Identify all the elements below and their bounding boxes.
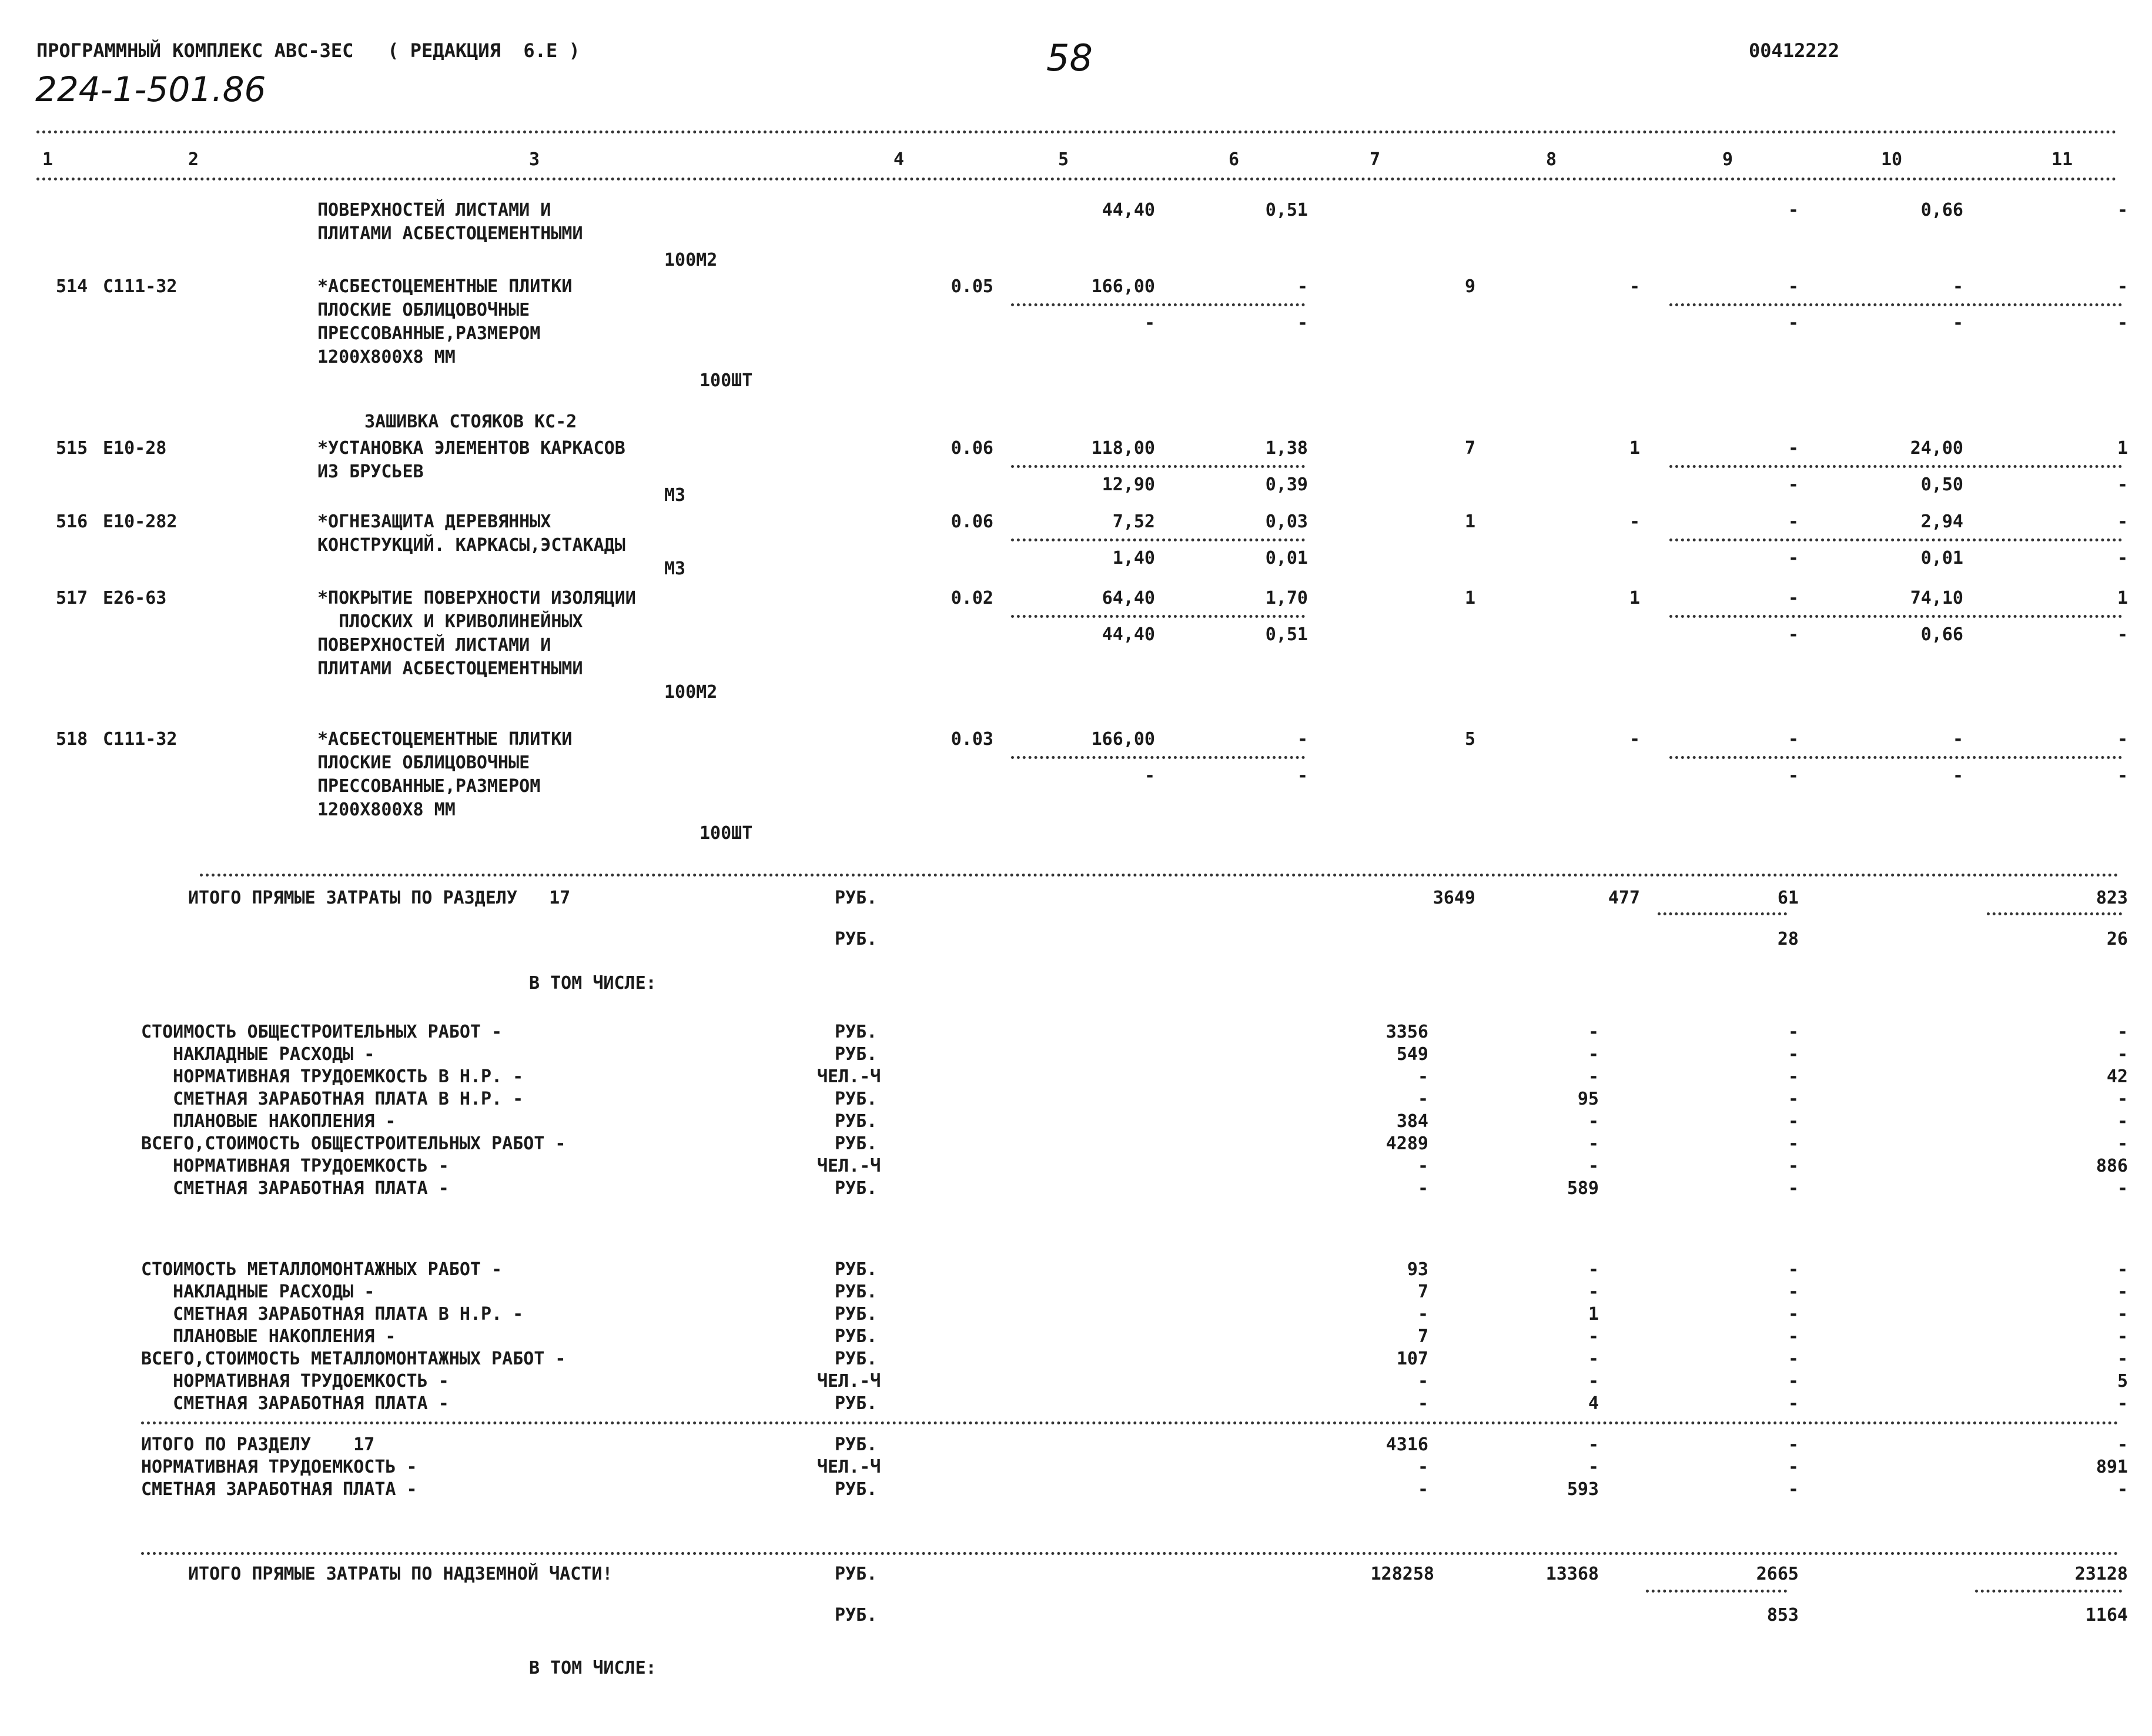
row-number: 517 <box>56 588 88 608</box>
summary-c8: - <box>1588 1259 1599 1280</box>
sub-rule <box>1011 538 1305 541</box>
row-description: ПОВЕРХНОСТЕЙ ЛИСТАМИ И <box>317 635 551 655</box>
sub-rule <box>1987 912 2122 915</box>
summary-c11: 5 <box>2117 1371 2128 1392</box>
summary-c9: - <box>1788 1304 1799 1324</box>
summary-unit: РУБ. <box>835 1304 878 1324</box>
row-number: 514 <box>56 276 88 297</box>
row-description: ИЗ БРУСЬЕВ <box>317 461 424 482</box>
summary-label: НАКЛАДНЫЕ РАСХОДЫ - <box>141 1044 375 1065</box>
cell-c5: 118,00 <box>1091 438 1155 459</box>
cell-c8: 1 <box>1629 588 1640 608</box>
summary-label: ПЛАНОВЫЕ НАКОПЛЕНИЯ - <box>141 1111 396 1132</box>
total-unit: РУБ. <box>835 1605 878 1625</box>
cell-c5: 64,40 <box>1102 588 1155 608</box>
cell-c9: - <box>1788 729 1799 750</box>
total-unit: РУБ. <box>835 888 878 908</box>
summary-label: НАКЛАДНЫЕ РАСХОДЫ - <box>141 1282 375 1302</box>
cell-c11: 1 <box>2117 438 2128 459</box>
row-quantity: 0.03 <box>951 729 993 750</box>
summary-c9: - <box>1788 1282 1799 1302</box>
summary-c8: 593 <box>1567 1479 1599 1500</box>
summary-c7: - <box>1417 1393 1428 1414</box>
row-description: ПЛОСКИЕ ОБЛИЦОВОЧНЫЕ <box>317 300 530 320</box>
cell-c9: - <box>1788 276 1799 297</box>
summary-unit: ЧЕЛ.-Ч <box>817 1371 881 1392</box>
summary-c9: - <box>1788 1349 1799 1369</box>
total-c8: 13368 <box>1545 1564 1599 1584</box>
sub-rule <box>1669 303 2122 306</box>
summary-label: СТОИМОСТЬ ОБЩЕСТРОИТЕЛЬНЫХ РАБОТ - <box>141 1022 503 1042</box>
total-c11b: 26 <box>2106 929 2128 949</box>
cell-c11b: - <box>2117 624 2128 645</box>
summary-c11: - <box>2117 1393 2128 1414</box>
column-number: 2 <box>188 149 199 170</box>
summary-unit: РУБ. <box>835 1349 878 1369</box>
summary-c7: 7 <box>1417 1326 1428 1347</box>
cell-c11: - <box>2117 276 2128 297</box>
cell-c5: 7,52 <box>1112 511 1155 532</box>
row-description: ЗАШИВКА СТОЯКОВ КС-2 <box>364 412 577 432</box>
summary-c8: - <box>1588 1156 1599 1176</box>
sub-rule <box>1011 615 1305 618</box>
header-bottom-rule <box>36 178 2117 180</box>
cell-c11b: - <box>2117 548 2128 568</box>
cell-c10b: 0,01 <box>1920 548 1963 568</box>
summary-c8: 589 <box>1567 1178 1599 1199</box>
cell-c10b: - <box>1952 313 1963 333</box>
summary-c11: - <box>2117 1304 2128 1324</box>
summary-c8: - <box>1588 1133 1599 1154</box>
total-c9: 2665 <box>1756 1564 1799 1584</box>
row-description: *ОГНЕЗАЩИТА ДЕРЕВЯННЫХ <box>317 511 551 532</box>
row-description: 1200Х800Х8 ММ <box>317 800 456 820</box>
cell-c7: 1 <box>1464 511 1475 532</box>
summary-label: ПЛАНОВЫЕ НАКОПЛЕНИЯ - <box>141 1326 396 1347</box>
sub-rule <box>1011 303 1305 306</box>
cell-c5: 166,00 <box>1091 729 1155 750</box>
summary-c7: 549 <box>1396 1044 1428 1065</box>
row-description: ПЛОСКИХ И КРИВОЛИНЕЙНЫХ <box>317 611 583 632</box>
cell-c10: 74,10 <box>1910 588 1963 608</box>
summary-c8: 4 <box>1588 1393 1599 1414</box>
cell-c7: 7 <box>1464 438 1475 459</box>
cell-c10: 24,00 <box>1910 438 1963 459</box>
row-code: С111-32 <box>103 729 178 750</box>
cell-c10b: 0,66 <box>1920 624 1963 645</box>
row-description: КОНСТРУКЦИЙ. КАРКАСЫ,ЭСТАКАДЫ <box>317 535 625 556</box>
summary-label: СМЕТНАЯ ЗАРАБОТНАЯ ПЛАТА - <box>141 1393 449 1414</box>
cell-c5b: 12,90 <box>1102 474 1155 495</box>
summary-c8: - <box>1588 1457 1599 1477</box>
summary-c11: 891 <box>2096 1457 2128 1477</box>
total-c9b: 28 <box>1777 929 1799 949</box>
summary-c11: - <box>2117 1326 2128 1347</box>
summary-c8: - <box>1588 1066 1599 1087</box>
program-title: ПРОГРАММНЫЙ КОМПЛЕКС АВС-ЗЕС ( РЕДАКЦИЯ 6.Е ) <box>36 39 580 62</box>
cell-c9: - <box>1788 511 1799 532</box>
summary-label: НОРМАТИВНАЯ ТРУДОЕМКОСТЬ - <box>141 1371 449 1392</box>
summary-c9: - <box>1788 1066 1799 1087</box>
summary-c7: - <box>1417 1089 1428 1109</box>
cell-c11b: - <box>2117 474 2128 495</box>
cell-c5b: 1,40 <box>1112 548 1155 568</box>
sub-rule <box>1011 465 1305 468</box>
row-quantity: 0.05 <box>951 276 993 297</box>
summary-c8: - <box>1588 1022 1599 1042</box>
summary-label: ИТОГО ПО РАЗДЕЛУ 17 <box>141 1434 375 1455</box>
summary-c11: - <box>2117 1349 2128 1369</box>
summary-unit: РУБ. <box>835 1089 878 1109</box>
row-description: *ПОКРЫТИЕ ПОВЕРХНОСТИ ИЗОЛЯЦИИ <box>317 588 636 608</box>
cell-c9b: - <box>1788 474 1799 495</box>
summary-c7: 3356 <box>1385 1022 1428 1042</box>
row-number: 516 <box>56 511 88 532</box>
row-code: Е10-282 <box>103 511 178 532</box>
cell-c10: - <box>1952 729 1963 750</box>
summary-c11: - <box>2117 1044 2128 1065</box>
row-unit: 100ШТ <box>700 370 753 391</box>
cell-c9b: - <box>1788 313 1799 333</box>
summary-c11: 42 <box>2106 1066 2128 1087</box>
summary-label: СМЕТНАЯ ЗАРАБОТНАЯ ПЛАТА - <box>141 1479 417 1500</box>
section-rule <box>200 874 2119 877</box>
column-number: 11 <box>2051 149 2073 170</box>
summary-c7: 107 <box>1396 1349 1428 1369</box>
row-description: ПОВЕРХНОСТЕЙ ЛИСТАМИ И <box>317 200 551 220</box>
sub-rule <box>1658 912 1787 915</box>
total-unit: РУБ. <box>835 929 878 949</box>
summary-c8: - <box>1588 1349 1599 1369</box>
cell-c6b: 0,51 <box>1265 624 1308 645</box>
cell-c7: 9 <box>1464 276 1475 297</box>
cell-c5: 44,40 <box>1102 200 1155 220</box>
summary-unit: РУБ. <box>835 1393 878 1414</box>
summary-c9: - <box>1788 1111 1799 1132</box>
summary-unit: РУБ. <box>835 1178 878 1199</box>
summary-unit: РУБ. <box>835 1282 878 1302</box>
summary-c8: - <box>1588 1371 1599 1392</box>
summary-c7: 7 <box>1417 1282 1428 1302</box>
summary-label: НОРМАТИВНАЯ ТРУДОЕМКОСТЬ - <box>141 1156 449 1176</box>
summary-c11: - <box>2117 1178 2128 1199</box>
cell-c10: 0,66 <box>1920 200 1963 220</box>
in-that-label: В ТОМ ЧИСЛЕ: <box>529 1658 657 1678</box>
cell-c11: 1 <box>2117 588 2128 608</box>
summary-unit: РУБ. <box>835 1479 878 1500</box>
cell-c5b: - <box>1144 765 1155 786</box>
section-rule <box>141 1552 2119 1555</box>
cell-c7: 1 <box>1464 588 1475 608</box>
row-code: Е10-28 <box>103 438 167 459</box>
cell-c6: 0,03 <box>1265 511 1308 532</box>
summary-c9: - <box>1788 1156 1799 1176</box>
summary-c7: - <box>1417 1479 1428 1500</box>
summary-c7: - <box>1417 1178 1428 1199</box>
summary-c9: - <box>1788 1259 1799 1280</box>
total-label: ИТОГО ПРЯМЫЕ ЗАТРАТЫ ПО НАДЗЕМНОЙ ЧАСТИ! <box>188 1564 613 1584</box>
summary-unit: ЧЕЛ.-Ч <box>817 1156 881 1176</box>
summary-c7: 4289 <box>1385 1133 1428 1154</box>
summary-c9: - <box>1788 1326 1799 1347</box>
summary-c8: - <box>1588 1434 1599 1455</box>
total-c11: 23128 <box>2074 1564 2128 1584</box>
cell-c9: - <box>1788 438 1799 459</box>
cell-c6: 1,38 <box>1265 438 1308 459</box>
sub-rule <box>1975 1590 2122 1593</box>
summary-c11: - <box>2117 1434 2128 1455</box>
cell-c9: - <box>1788 200 1799 220</box>
cell-c5b: - <box>1144 313 1155 333</box>
cell-c9: - <box>1788 588 1799 608</box>
cell-c10: - <box>1952 276 1963 297</box>
summary-c11: - <box>2117 1259 2128 1280</box>
summary-unit: РУБ. <box>835 1259 878 1280</box>
summary-c9: - <box>1788 1089 1799 1109</box>
row-description: *УСТАНОВКА ЭЛЕМЕНТОВ КАРКАСОВ <box>317 438 625 459</box>
summary-unit: РУБ. <box>835 1434 878 1455</box>
row-unit: М3 <box>664 485 686 506</box>
cell-c8: - <box>1629 276 1640 297</box>
row-description: ПЛОСКИЕ ОБЛИЦОВОЧНЫЕ <box>317 752 530 773</box>
total-c11: 823 <box>2096 888 2128 908</box>
summary-c8: - <box>1588 1111 1599 1132</box>
summary-label: ВСЕГО,СТОИМОСТЬ ОБЩЕСТРОИТЕЛЬНЫХ РАБОТ - <box>141 1133 566 1154</box>
column-number: 4 <box>893 149 905 170</box>
summary-c11: - <box>2117 1133 2128 1154</box>
summary-c7: - <box>1417 1457 1428 1477</box>
summary-c9: - <box>1788 1393 1799 1414</box>
summary-c11: - <box>2117 1022 2128 1042</box>
cell-c6: - <box>1297 729 1308 750</box>
summary-c9: - <box>1788 1022 1799 1042</box>
row-quantity: 0.06 <box>951 511 993 532</box>
summary-unit: РУБ. <box>835 1111 878 1132</box>
summary-unit: РУБ. <box>835 1133 878 1154</box>
summary-c8: 95 <box>1577 1089 1599 1109</box>
sub-rule <box>1011 756 1305 759</box>
summary-c8: 1 <box>1588 1304 1599 1324</box>
summary-c9: - <box>1788 1434 1799 1455</box>
summary-label: СМЕТНАЯ ЗАРАБОТНАЯ ПЛАТА В Н.Р. - <box>141 1304 524 1324</box>
cell-c8: - <box>1629 511 1640 532</box>
cell-c9b: - <box>1788 765 1799 786</box>
column-number: 6 <box>1229 149 1240 170</box>
cell-c11b: - <box>2117 313 2128 333</box>
doc-reference-code: 00412222 <box>1749 39 1840 62</box>
summary-label: СМЕТНАЯ ЗАРАБОТНАЯ ПЛАТА В Н.Р. - <box>141 1089 524 1109</box>
summary-unit: ЧЕЛ.-Ч <box>817 1457 881 1477</box>
summary-label: СМЕТНАЯ ЗАРАБОТНАЯ ПЛАТА - <box>141 1178 449 1199</box>
row-description: *АСБЕСТОЦЕМЕНТНЫЕ ПЛИТКИ <box>317 729 573 750</box>
row-description: 1200Х800Х8 ММ <box>317 347 456 367</box>
summary-c11: - <box>2117 1282 2128 1302</box>
total-c7: 3649 <box>1433 888 1475 908</box>
summary-c7: - <box>1417 1304 1428 1324</box>
sub-rule <box>1646 1590 1787 1593</box>
row-code: Е26-63 <box>103 588 167 608</box>
sub-rule <box>1669 615 2122 618</box>
row-code: С111-32 <box>103 276 178 297</box>
summary-unit: РУБ. <box>835 1326 878 1347</box>
cell-c6b: - <box>1297 765 1308 786</box>
column-number: 5 <box>1058 149 1069 170</box>
summary-unit: РУБ. <box>835 1044 878 1065</box>
summary-unit: ЧЕЛ.-Ч <box>817 1066 881 1087</box>
summary-c8: - <box>1588 1282 1599 1302</box>
row-number: 518 <box>56 729 88 750</box>
summary-c9: - <box>1788 1479 1799 1500</box>
total-c9b: 853 <box>1766 1605 1799 1625</box>
cell-c6: 1,70 <box>1265 588 1308 608</box>
total-c9: 61 <box>1777 888 1799 908</box>
cell-c11: - <box>2117 511 2128 532</box>
row-quantity: 0.02 <box>951 588 993 608</box>
column-number: 10 <box>1881 149 1903 170</box>
row-description: ПРЕССОВАННЫЕ,РАЗМЕРОМ <box>317 323 541 344</box>
column-number: 7 <box>1370 149 1381 170</box>
cell-c10: 2,94 <box>1920 511 1963 532</box>
row-unit: 100М2 <box>664 682 718 703</box>
document-code: 224-1-501.86 <box>35 69 266 109</box>
summary-c7: - <box>1417 1156 1428 1176</box>
cell-c11: - <box>2117 729 2128 750</box>
summary-c7: - <box>1417 1371 1428 1392</box>
summary-c7: 384 <box>1396 1111 1428 1132</box>
column-number: 1 <box>42 149 53 170</box>
column-number: 9 <box>1722 149 1733 170</box>
cell-c10b: 0,50 <box>1920 474 1963 495</box>
summary-c9: - <box>1788 1457 1799 1477</box>
cell-c5: 166,00 <box>1091 276 1155 297</box>
cell-c6b: 0,39 <box>1265 474 1308 495</box>
cell-c5b: 44,40 <box>1102 624 1155 645</box>
summary-c8: - <box>1588 1044 1599 1065</box>
total-c11b: 1164 <box>2085 1605 2128 1625</box>
row-unit: 100ШТ <box>700 823 753 844</box>
total-unit: РУБ. <box>835 1564 878 1584</box>
in-that-label: В ТОМ ЧИСЛЕ: <box>529 973 657 994</box>
sub-rule <box>1669 756 2122 759</box>
summary-c9: - <box>1788 1371 1799 1392</box>
summary-c9: - <box>1788 1178 1799 1199</box>
summary-c11: - <box>2117 1479 2128 1500</box>
summary-c11: 886 <box>2096 1156 2128 1176</box>
summary-c7: - <box>1417 1066 1428 1087</box>
row-description: *АСБЕСТОЦЕМЕНТНЫЕ ПЛИТКИ <box>317 276 573 297</box>
row-description: ПЛИТАМИ АСБЕСТОЦЕМЕНТНЫМИ <box>317 223 583 244</box>
summary-label: ВСЕГО,СТОИМОСТЬ МЕТАЛЛОМОНТАЖНЫХ РАБОТ - <box>141 1349 566 1369</box>
summary-c11: - <box>2117 1089 2128 1109</box>
sub-rule <box>1669 538 2122 541</box>
cell-c6: 0,51 <box>1265 200 1308 220</box>
summary-c7: 4316 <box>1385 1434 1428 1455</box>
column-number: 8 <box>1546 149 1557 170</box>
summary-c9: - <box>1788 1133 1799 1154</box>
summary-label: СТОИМОСТЬ МЕТАЛЛОМОНТАЖНЫХ РАБОТ - <box>141 1259 503 1280</box>
summary-label: НОРМАТИВНАЯ ТРУДОЕМКОСТЬ В Н.Р. - <box>141 1066 524 1087</box>
row-unit: 100М2 <box>664 250 718 270</box>
summary-label: НОРМАТИВНАЯ ТРУДОЕМКОСТЬ - <box>141 1457 417 1477</box>
row-unit: М3 <box>664 558 686 579</box>
cell-c10b: - <box>1952 765 1963 786</box>
section-rule <box>141 1421 2119 1424</box>
cell-c6: - <box>1297 276 1308 297</box>
total-label: ИТОГО ПРЯМЫЕ ЗАТРАТЫ ПО РАЗДЕЛУ 17 <box>188 888 571 908</box>
summary-c7: 93 <box>1407 1259 1428 1280</box>
row-description: ПЛИТАМИ АСБЕСТОЦЕМЕНТНЫМИ <box>317 658 583 679</box>
page-number: 58 <box>1046 36 1093 79</box>
row-number: 515 <box>56 438 88 459</box>
cell-c6b: - <box>1297 313 1308 333</box>
cell-c11b: - <box>2117 765 2128 786</box>
summary-c9: - <box>1788 1044 1799 1065</box>
cell-c7: 5 <box>1464 729 1475 750</box>
summary-c8: - <box>1588 1326 1599 1347</box>
cell-c9b: - <box>1788 624 1799 645</box>
summary-c11: - <box>2117 1111 2128 1132</box>
cell-c8: 1 <box>1629 438 1640 459</box>
row-description: ПРЕССОВАННЫЕ,РАЗМЕРОМ <box>317 776 541 797</box>
header-top-rule <box>36 131 2117 133</box>
cell-c9b: - <box>1788 548 1799 568</box>
total-c7: 128258 <box>1370 1564 1434 1584</box>
column-number: 3 <box>529 149 540 170</box>
cell-c6b: 0,01 <box>1265 548 1308 568</box>
cell-c11: - <box>2117 200 2128 220</box>
sub-rule <box>1669 465 2122 468</box>
total-c8: 477 <box>1608 888 1640 908</box>
cell-c8: - <box>1629 729 1640 750</box>
summary-unit: РУБ. <box>835 1022 878 1042</box>
row-quantity: 0.06 <box>951 438 993 459</box>
